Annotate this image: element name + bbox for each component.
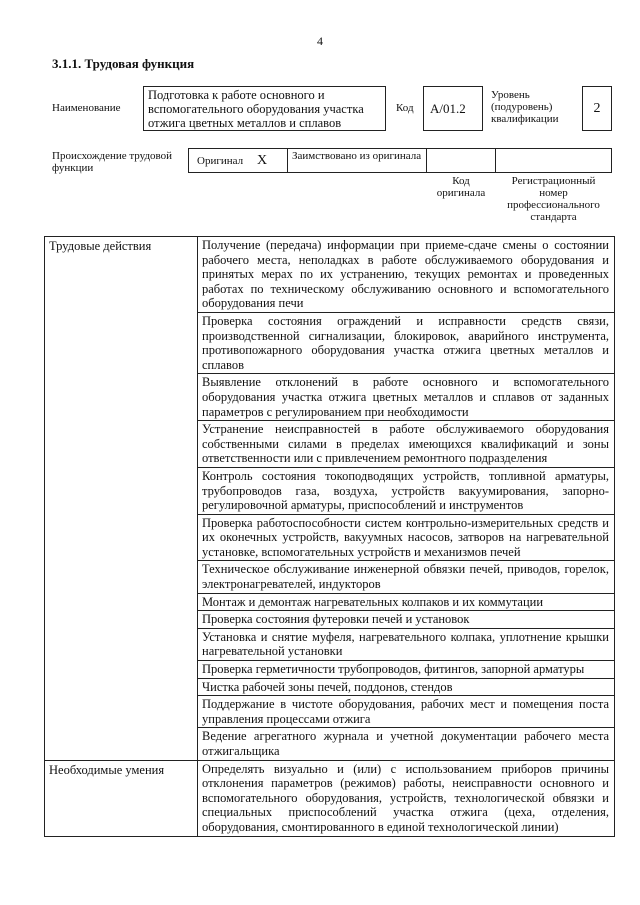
code-original-label: Код оригинала bbox=[436, 175, 486, 199]
required-skills-list bbox=[198, 760, 615, 836]
list-item: Чистка рабочей зоны печей, поддонов, стендов bbox=[198, 678, 614, 696]
list-item: Монтаж и демонтаж нагревательных колпаков и их коммутации bbox=[198, 593, 614, 611]
list-item: Техническое обслуживание инженерной обвязки печей, приводов, горелок, электронагревателей, индукторов bbox=[198, 560, 614, 592]
level-label: Уровень (подуровень) квалификации bbox=[491, 89, 559, 125]
original-mark: X bbox=[257, 153, 268, 168]
original-label: Оригинал bbox=[197, 155, 244, 167]
list-item: Устранение неисправностей в работе обслуживаемого оборудования собственными силами в пределах имеющихся квалификаций и зоны ответственности или с привлечением ремонтного подразделения bbox=[198, 420, 614, 467]
list-item: Выявление отклонений в работе основного и вспомогательного оборудования участка отжига цветных металлов и сплавов от заданных параметров с регулированием при необходимости bbox=[198, 373, 614, 420]
labor-actions-label: Трудовые действия bbox=[45, 237, 198, 761]
required-skills-label: Необходимые умения bbox=[45, 760, 198, 836]
list-item: Поддержание в чистоте оборудования, рабочих мест и помещения поста управления процессами отжига bbox=[198, 695, 614, 727]
borrowed-label: Заимствовано из оригинала bbox=[292, 150, 422, 162]
function-details-table bbox=[44, 236, 615, 837]
required-skills-row bbox=[45, 760, 615, 836]
list-item: Получение (передача) информации при приеме-сдаче смены о состоянии рабочего места, неполадках в работе обслуживаемого оборудования и принятых мерах по их устранению, текущих ремонтах и проведенных работах по техническому обслуживанию основного и вспомогательного оборудования печи bbox=[202, 238, 609, 311]
code-label: Код bbox=[396, 102, 414, 114]
list-item: Контроль состояния токоподводящих устройств, топливной арматуры, трубопроводов газа, воздуха, устройств вакуумирования, запорно-регулировочной арматуры, приспособлений и инструментов bbox=[198, 467, 614, 514]
function-name-box bbox=[143, 86, 386, 131]
function-name: Подготовка к работе основного и вспомогательного оборудования участка отжига цветных металлов и сплавов bbox=[148, 88, 364, 130]
labor-actions-row bbox=[45, 237, 615, 761]
origin-label: Происхождение трудовой функции bbox=[52, 150, 173, 174]
level-value: 2 bbox=[593, 101, 601, 116]
reg-number-label: Регистрационный номер профессионального стандарта bbox=[507, 175, 600, 223]
list-item: Установка и снятие муфеля, нагревательного колпака, уплотнение крышки нагревательной установки bbox=[198, 628, 614, 660]
original-cell bbox=[188, 148, 288, 173]
code-value: A/01.2 bbox=[430, 101, 466, 116]
page-number: 4 bbox=[317, 34, 323, 48]
list-item: Проверка состояния ограждений и исправности средств связи, производственной сигнализации, блокировок, аварийного инструмента, противопожарного оборудования участка отжига цветных металлов и сплавов bbox=[198, 312, 614, 373]
code-box bbox=[423, 86, 483, 131]
list-item: Ведение агрегатного журнала и учетной документации рабочего места отжигальщика bbox=[198, 727, 614, 759]
labor-actions-list bbox=[198, 237, 615, 761]
borrowed-cell bbox=[287, 148, 427, 173]
name-label: Наименование bbox=[52, 102, 121, 114]
list-item: Проверка состояния футеровки печей и установок bbox=[198, 610, 614, 628]
list-item: Проверка работоспособности систем контрольно-измерительных средств и их оконечных устройств, вакуумных насосов, затворов на нагревательной установке, вспомогательных устройств и механизмов печей bbox=[198, 514, 614, 561]
section-title: 3.1.1. Трудовая функция bbox=[52, 56, 195, 71]
level-box bbox=[582, 86, 612, 131]
list-item: Проверка герметичности трубопроводов, фитингов, запорной арматуры bbox=[198, 660, 614, 678]
reg-number-cell bbox=[495, 148, 612, 173]
code-original-cell bbox=[426, 148, 496, 173]
list-item: Определять визуально и (или) с использованием приборов причины отклонения параметров (режимов) работы, неисправности основного и вспомогательного оборудования, устройств, технологической обвязки и специальных приспособлений участка отжига (цеха, отделения, оборудования, смонтированного в единой технологической линии) bbox=[202, 761, 609, 834]
